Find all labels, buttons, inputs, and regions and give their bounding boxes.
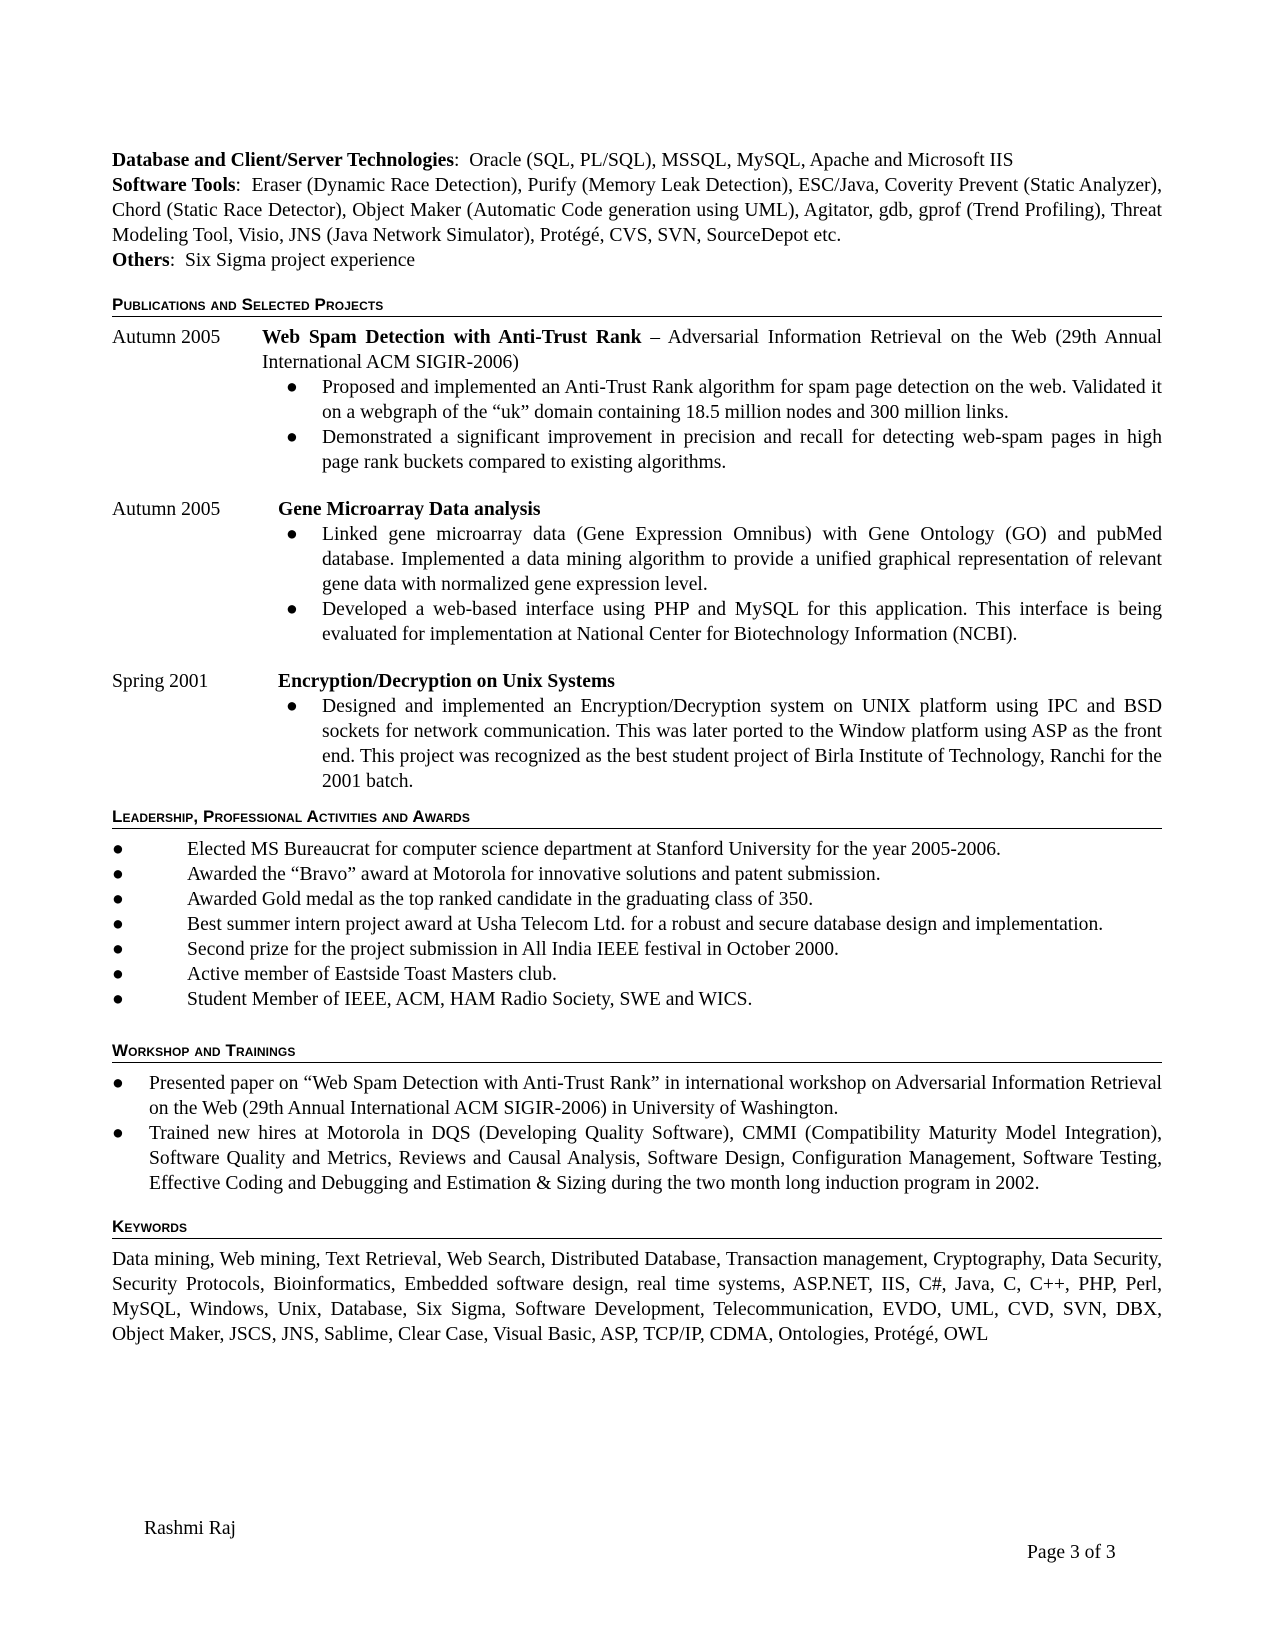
leadership-heading: Leadership, Professional Activities and Awards bbox=[112, 808, 1162, 829]
project-bullet bbox=[262, 375, 1162, 425]
list-item bbox=[112, 962, 1162, 987]
project-title: Web Spam Detection with Anti-Trust Rank bbox=[262, 327, 642, 348]
list-item bbox=[112, 862, 1162, 887]
skills-database-line: Database and Client/Server Technologies: Oracle (SQL, PL/SQL), MSSQL, MySQL, Apache and Microsoft IIS bbox=[112, 150, 1014, 171]
skills-database-label: Database and Client/Server Technologies bbox=[112, 150, 455, 171]
project-title-line bbox=[262, 669, 1162, 694]
skills-others-label: Others bbox=[112, 250, 170, 271]
list-item bbox=[112, 987, 1162, 1012]
bullet-text: Demonstrated a significant improvement in precision and recall for detecting web-spam pages in high page rank buckets compared to existing algorithms. bbox=[322, 427, 1162, 473]
workshop-heading: Workshop and Trainings bbox=[112, 1042, 1162, 1063]
bullet-text: Linked gene microarray data (Gene Expression Omnibus) with Gene Ontology (GO) and pubMed database. Implemented a data mining algorithm to provide a unified graphical representation of relevant gene data with normalized gene expression level. bbox=[322, 524, 1162, 595]
list-item-text: Awarded Gold medal as the top ranked candidate in the graduating class of 350. bbox=[187, 889, 814, 910]
bullet-icon: ● bbox=[112, 889, 124, 910]
leadership-section bbox=[112, 837, 1162, 1012]
publications-heading: Publications and Selected Projects bbox=[112, 296, 1162, 317]
bullet-icon: ● bbox=[112, 864, 124, 885]
list-item-text: Second prize for the project submission in All India IEEE festival in October 2000. bbox=[187, 939, 839, 960]
bullet-icon: ● bbox=[112, 939, 124, 960]
skills-section bbox=[112, 148, 1162, 273]
leadership-list bbox=[112, 837, 1162, 1012]
project-title-line bbox=[262, 497, 1162, 522]
list-item bbox=[112, 912, 1162, 937]
project-title: Encryption/Decryption on Unix Systems bbox=[278, 671, 615, 692]
project-item bbox=[112, 325, 1162, 475]
project-bullet bbox=[262, 425, 1162, 475]
project-item bbox=[112, 497, 1162, 647]
list-item-text: Trained new hires at Motorola in DQS (Developing Quality Software), CMMI (Compatibility Maturity Model Integration), Software Quality and Metrics, Reviews and Causal Analysis, Software Design, Configuration Management, Software Testing, Effective Coding and Debugging and Estimation & Sizing during the two month long induction program in 2002. bbox=[149, 1123, 1162, 1194]
project-subtitle: – Adversarial Information Retrieval on the Web (29th Annual International ACM SIGIR-2006) bbox=[262, 327, 1162, 373]
list-item bbox=[112, 837, 1162, 862]
skills-others-text: Six Sigma project experience bbox=[184, 250, 416, 271]
list-item-text: Student Member of IEEE, ACM, HAM Radio Society, SWE and WICS. bbox=[187, 989, 753, 1010]
project-date: Autumn 2005 bbox=[112, 327, 221, 348]
project-bullets bbox=[262, 694, 1162, 794]
list-item bbox=[112, 1071, 1162, 1121]
resume-page bbox=[112, 148, 1162, 1347]
workshop-list bbox=[112, 1071, 1162, 1196]
keywords-heading: Keywords bbox=[112, 1218, 1162, 1239]
project-date: Autumn 2005 bbox=[112, 499, 221, 520]
project-body bbox=[262, 669, 1162, 794]
project-bullet bbox=[262, 522, 1162, 597]
project-item bbox=[112, 669, 1162, 794]
project-bullet bbox=[262, 597, 1162, 647]
bullet-icon: ● bbox=[286, 427, 298, 448]
footer-name: Rashmi Raj bbox=[144, 1518, 236, 1539]
list-item bbox=[112, 937, 1162, 962]
list-item-text: Best summer intern project award at Usha Telecom Ltd. for a robust and secure database design and implementation. bbox=[187, 914, 1104, 935]
list-item bbox=[112, 887, 1162, 912]
skills-tools-label: Software Tools bbox=[112, 175, 236, 196]
publications-list bbox=[112, 325, 1162, 794]
bullet-icon: ● bbox=[112, 1073, 124, 1094]
list-item-text: Active member of Eastside Toast Masters club. bbox=[187, 964, 557, 985]
bullet-icon: ● bbox=[112, 964, 124, 985]
list-item bbox=[112, 1121, 1162, 1196]
list-item-text: Presented paper on “Web Spam Detection with Anti-Trust Rank” in international workshop on Adversarial Information Retrieval on the Web (29th Annual International ACM SIGIR-2006) in University of Washington. bbox=[149, 1073, 1162, 1119]
bullet-icon: ● bbox=[286, 524, 298, 545]
list-item-text: Awarded the “Bravo” award at Motorola for innovative solutions and patent submission. bbox=[187, 864, 881, 885]
project-date: Spring 2001 bbox=[112, 671, 209, 692]
project-bullets bbox=[262, 375, 1162, 475]
bullet-icon: ● bbox=[286, 599, 298, 620]
keywords-text: Data mining, Web mining, Text Retrieval, Web Search, Distributed Database, Transaction management, Cryptography, Data Security, Security Protocols, Bioinformatics, Embedded software design, real time systems, ASP.NET, IIS, C#, Java, C, C++, PHP, Perl, MySQL, Windows, Unix, Database, Six Sigma, Software Development, Telecommunication, EVDO, UML, CVD, SVN, DBX, Object Maker, JSCS, JNS, Sablime, Clear Case, Visual Basic, ASP, TCP/IP, CDMA, Ontologies, Protégé, OWL bbox=[112, 1249, 1162, 1345]
skills-tools-text: Eraser (Dynamic Race Detection), Purify (Memory Leak Detection), ESC/Java, Coverity Prevent (Static Analyzer), Chord (Static Race Detector), Object Maker (Automatic Code generation using UML), Agitator, gdb, gprof (Trend Profiling), Threat Modeling Tool, Visio, JNS (Java Network Simulator), Protégé, CVS, SVN, SourceDepot etc. bbox=[112, 175, 1162, 246]
bullet-text: Designed and implemented an Encryption/Decryption system on UNIX platform using IPC and BSD sockets for network communication. This was later ported to the Window platform using ASP as the front end. This project was recognized as the best student project of Birla Institute of Technology, Ranchi for the 2001 batch. bbox=[322, 696, 1162, 792]
bullet-icon: ● bbox=[286, 696, 298, 717]
bullet-text: Proposed and implemented an Anti-Trust Rank algorithm for spam page detection on the web. Validated it on a webgraph of the “uk” domain containing 18.5 million nodes and 300 million links. bbox=[322, 377, 1162, 423]
bullet-icon: ● bbox=[112, 914, 124, 935]
project-body bbox=[262, 497, 1162, 647]
bullet-text: Developed a web-based interface using PHP and MySQL for this application. This interface is being evaluated for implementation at National Center for Biotechnology Information (NCBI). bbox=[322, 599, 1162, 645]
skills-tools-line: Software Tools: Eraser (Dynamic Race Detection), Purify (Memory Leak Detection), ESC/Java, Coverity Prevent (Static Analyzer), Chord (Static Race Detector), Object Maker (Automatic Code generation using UML), Agitator, gdb, gprof (Trend Profiling), Threat Modeling Tool, Visio, JNS (Java Network Simulator), Protégé, CVS, SVN, SourceDepot etc. bbox=[112, 175, 1162, 246]
skills-database-text: Oracle (SQL, PL/SQL), MSSQL, MySQL, Apache and Microsoft IIS bbox=[469, 150, 1014, 171]
project-body bbox=[262, 325, 1162, 475]
bullet-icon: ● bbox=[112, 1123, 124, 1144]
project-title: Gene Microarray Data analysis bbox=[278, 499, 541, 520]
bullet-icon: ● bbox=[112, 989, 124, 1010]
project-title-line bbox=[262, 325, 1162, 375]
project-bullets bbox=[262, 522, 1162, 647]
bullet-icon: ● bbox=[286, 377, 298, 398]
workshop-section bbox=[112, 1071, 1162, 1196]
list-item-text: Elected MS Bureaucrat for computer science department at Stanford University for the year 2005-2006. bbox=[187, 839, 1001, 860]
page-number: Page 3 of 3 bbox=[1027, 1542, 1116, 1563]
project-bullet bbox=[262, 694, 1162, 794]
bullet-icon: ● bbox=[112, 839, 124, 860]
skills-others-line: Others: Six Sigma project experience bbox=[112, 250, 416, 271]
